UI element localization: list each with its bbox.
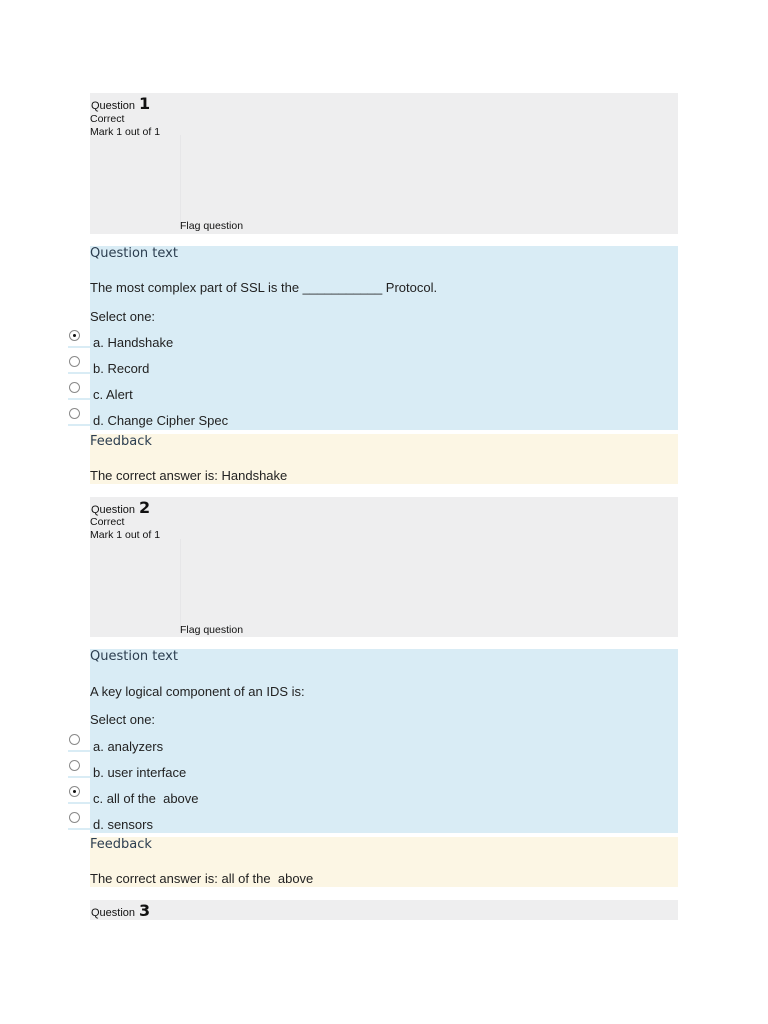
answer-option-label[interactable]: d. Change Cipher Spec xyxy=(93,413,229,428)
answer-radio-d[interactable] xyxy=(68,408,92,432)
question-state: Correct xyxy=(90,516,125,528)
question-label: Question xyxy=(91,907,136,919)
question-heading xyxy=(91,94,150,113)
question-heading xyxy=(91,901,150,920)
feedback-heading: Feedback xyxy=(90,837,152,852)
radio-checked-icon[interactable] xyxy=(69,786,80,797)
select-one-prompt: Select one: xyxy=(90,712,156,727)
flag-question-link[interactable]: Flag question xyxy=(180,624,244,636)
radio-underline xyxy=(68,372,92,374)
radio-unchecked-icon[interactable] xyxy=(69,356,80,367)
radio-checked-icon[interactable] xyxy=(69,330,80,341)
radio-underline xyxy=(68,424,92,426)
question-label: Question xyxy=(91,100,136,112)
question-number: 3 xyxy=(139,901,151,920)
radio-underline xyxy=(68,802,92,804)
question-info-2 xyxy=(90,497,678,637)
feedback-block-1 xyxy=(90,434,678,484)
question-state: Correct xyxy=(90,113,125,125)
radio-underline xyxy=(68,346,92,348)
info-divider xyxy=(180,539,181,631)
question-grade: Mark 1 out of 1 xyxy=(90,529,161,541)
radio-underline xyxy=(68,828,92,830)
radio-unchecked-icon[interactable] xyxy=(69,812,80,823)
question-grade: Mark 1 out of 1 xyxy=(90,126,161,138)
answer-option-label[interactable]: c. all of the above xyxy=(93,791,199,806)
answer-radio-c[interactable] xyxy=(68,382,92,406)
question-info-3 xyxy=(90,900,678,920)
answer-radio-b[interactable] xyxy=(68,760,92,784)
radio-unchecked-icon[interactable] xyxy=(69,382,80,393)
question-text-heading: Question text xyxy=(90,649,178,664)
radio-underline xyxy=(68,398,92,400)
feedback-block-2 xyxy=(90,837,678,887)
radio-unchecked-icon[interactable] xyxy=(69,408,80,419)
answer-option-label[interactable]: a. analyzers xyxy=(93,739,164,754)
radio-underline xyxy=(68,750,92,752)
question-text: A key logical component of an IDS is: xyxy=(90,684,305,699)
answer-radio-a[interactable] xyxy=(68,734,92,758)
select-one-prompt: Select one: xyxy=(90,309,156,324)
answer-option-label[interactable]: d. sensors xyxy=(93,817,153,832)
question-text-block-1 xyxy=(90,246,678,430)
answer-option-label[interactable]: b. Record xyxy=(93,361,150,376)
answer-option-label[interactable]: b. user interface xyxy=(93,765,187,780)
question-heading xyxy=(91,498,150,517)
answer-radio-b[interactable] xyxy=(68,356,92,380)
answer-radio-a[interactable] xyxy=(68,330,92,354)
feedback-text: The correct answer is: Handshake xyxy=(90,468,288,483)
answer-option-label[interactable]: c. Alert xyxy=(93,387,133,402)
feedback-text: The correct answer is: all of the above xyxy=(90,871,314,886)
answer-option-label[interactable]: a. Handshake xyxy=(93,335,174,350)
radio-unchecked-icon[interactable] xyxy=(69,734,80,745)
info-divider xyxy=(180,135,181,227)
radio-underline xyxy=(68,776,92,778)
question-text-heading: Question text xyxy=(90,246,178,261)
question-label: Question xyxy=(91,504,136,516)
radio-unchecked-icon[interactable] xyxy=(69,760,80,771)
answer-radio-d[interactable] xyxy=(68,812,92,836)
question-text: The most complex part of SSL is the ___________ Protocol. xyxy=(90,280,438,295)
answer-radio-c[interactable] xyxy=(68,786,92,810)
feedback-heading: Feedback xyxy=(90,434,152,449)
question-info-1 xyxy=(90,93,678,234)
question-number: 1 xyxy=(139,94,151,113)
question-number: 2 xyxy=(139,498,151,517)
flag-question-link[interactable]: Flag question xyxy=(180,220,244,232)
